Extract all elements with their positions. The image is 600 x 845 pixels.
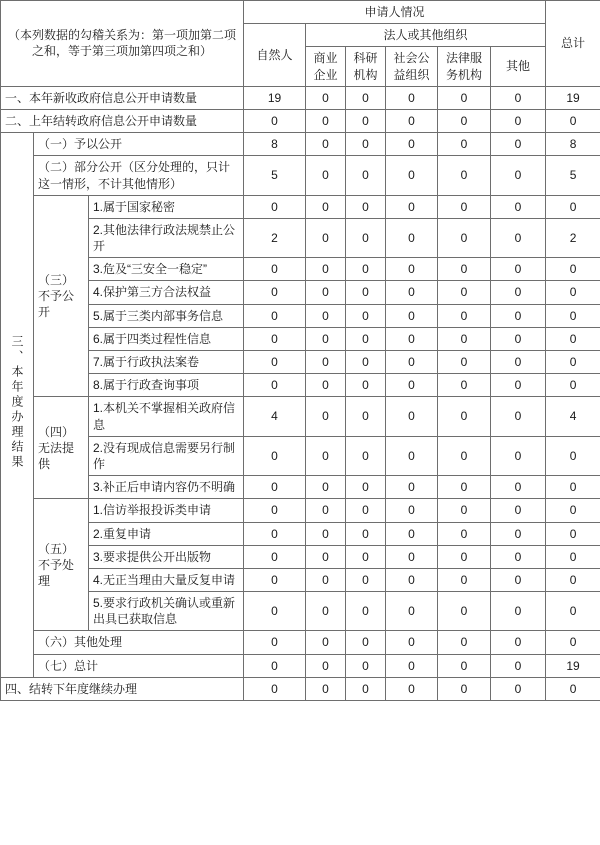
header-social-welfare-org: 社会公益组织	[386, 47, 438, 86]
cell-value: 0	[386, 499, 438, 522]
cell-value: 0	[386, 195, 438, 218]
cell-value: 19	[546, 86, 600, 109]
cell-value: 0	[346, 654, 386, 677]
section-label-year-result-text: 三、本年度办理结果	[10, 334, 24, 470]
cell-value: 0	[346, 397, 386, 436]
cell-value: 0	[346, 374, 386, 397]
cell-value: 0	[491, 545, 546, 568]
cell-value: 0	[306, 397, 346, 436]
cell-value: 0	[546, 499, 600, 522]
cell-value: 0	[491, 281, 546, 304]
cell-value: 0	[386, 654, 438, 677]
cell-value: 0	[438, 218, 491, 257]
total-column-header: 总计	[546, 1, 600, 87]
table-row	[1, 499, 600, 522]
cell-value: 0	[244, 327, 306, 350]
cell-value: 0	[386, 258, 438, 281]
cell-value: 0	[386, 522, 438, 545]
cell-value: 0	[491, 499, 546, 522]
cell-value: 0	[346, 476, 386, 499]
cell-value: 0	[346, 568, 386, 591]
cell-value: 0	[244, 436, 306, 475]
cell-value: 0	[546, 351, 600, 374]
header-business-enterprise: 商业企业	[306, 47, 346, 86]
cell-value: 0	[546, 677, 600, 700]
cell-value: 0	[438, 86, 491, 109]
cell-value: 0	[438, 545, 491, 568]
cell-value: 0	[346, 156, 386, 195]
cell-value: 0	[306, 351, 346, 374]
table-row	[1, 327, 600, 350]
cell-value: 0	[491, 631, 546, 654]
cell-value: 8	[546, 133, 600, 156]
table-row	[1, 351, 600, 374]
cell-value: 0	[346, 109, 386, 132]
cell-value: 0	[244, 592, 306, 631]
cell-value: 0	[546, 258, 600, 281]
cell-value: 0	[306, 436, 346, 475]
table-row	[1, 545, 600, 568]
cell-value: 0	[491, 592, 546, 631]
cell-value: 0	[346, 86, 386, 109]
row-label-law-prohibits: 2.其他法律行政法规禁止公开	[89, 218, 244, 257]
cell-value: 0	[491, 476, 546, 499]
cell-value: 0	[386, 218, 438, 257]
table-row	[1, 522, 600, 545]
row-label-endangers-security: 3.危及“三安全一稳定”	[89, 258, 244, 281]
group-label-not-disclosed: （三）不予公开	[34, 195, 89, 397]
cell-value: 0	[244, 677, 306, 700]
cell-value: 0	[244, 304, 306, 327]
cell-value: 0	[306, 631, 346, 654]
cell-value: 0	[386, 568, 438, 591]
cell-value: 0	[346, 522, 386, 545]
table-row	[1, 592, 600, 631]
table-row	[1, 677, 600, 700]
cell-value: 0	[546, 304, 600, 327]
cell-value: 0	[546, 109, 600, 132]
cell-value: 0	[491, 522, 546, 545]
cell-value: 0	[438, 133, 491, 156]
cell-value: 0	[386, 109, 438, 132]
cell-value: 0	[546, 327, 600, 350]
cell-value: 0	[491, 109, 546, 132]
table-row	[1, 195, 600, 218]
cell-value: 0	[346, 258, 386, 281]
cell-value: 0	[346, 133, 386, 156]
row-label-new-applications: 一、本年新收政府信息公开申请数量	[1, 86, 244, 109]
cell-value: 0	[346, 351, 386, 374]
cell-value: 4	[244, 397, 306, 436]
row-label-third-party-rights: 4.保护第三方合法权益	[89, 281, 244, 304]
table-row	[1, 133, 600, 156]
row-label-petition-complaint: 1.信访举报投诉类申请	[89, 499, 244, 522]
cell-value: 0	[244, 631, 306, 654]
cell-value: 0	[386, 327, 438, 350]
cell-value: 0	[306, 499, 346, 522]
cell-value: 0	[386, 476, 438, 499]
cell-value: 0	[346, 195, 386, 218]
cell-value: 0	[306, 86, 346, 109]
natural-person-header: 自然人	[244, 24, 306, 87]
cell-value: 0	[438, 156, 491, 195]
cell-value: 0	[546, 281, 600, 304]
cell-value: 0	[346, 545, 386, 568]
cell-value: 0	[386, 86, 438, 109]
cell-value: 2	[244, 218, 306, 257]
cell-value: 0	[491, 677, 546, 700]
group-label-cannot-provide: （四）无法提供	[34, 397, 89, 499]
row-label-needs-creation: 2.没有现成信息需要另行制作	[89, 436, 244, 475]
cell-value: 0	[546, 545, 600, 568]
cell-value: 0	[386, 156, 438, 195]
row-label-carried-over-applications: 二、上年结转政府信息公开申请数量	[1, 109, 244, 132]
row-label-subtotal: （七）总计	[34, 654, 244, 677]
cell-value: 0	[546, 374, 600, 397]
cell-value: 0	[244, 195, 306, 218]
cell-value: 0	[306, 258, 346, 281]
row-label-repeated-no-reason: 4.无正当理由大量反复申请	[89, 568, 244, 591]
cell-value: 0	[386, 133, 438, 156]
cell-value: 0	[244, 258, 306, 281]
row-label-other-handling: （六）其他处理	[34, 631, 244, 654]
table-row	[1, 397, 600, 436]
cell-value: 2	[546, 218, 600, 257]
cell-value: 0	[438, 281, 491, 304]
cell-value: 5	[244, 156, 306, 195]
cell-value: 0	[386, 631, 438, 654]
row-label-partially-disclosed: （二）部分公开（区分处理的，只计这一情形，不计其他情形）	[34, 156, 244, 195]
table-row	[1, 568, 600, 591]
cell-value: 0	[491, 327, 546, 350]
cell-value: 0	[546, 436, 600, 475]
cell-value: 0	[491, 568, 546, 591]
cell-value: 0	[346, 592, 386, 631]
cell-value: 0	[438, 304, 491, 327]
cell-value: 0	[438, 499, 491, 522]
cell-value: 0	[438, 568, 491, 591]
table-row	[1, 436, 600, 475]
cell-value: 0	[438, 654, 491, 677]
cell-value: 0	[346, 499, 386, 522]
row-label-reconfirm-issued: 5.要求行政机关确认或重新出具已获取信息	[89, 592, 244, 631]
cell-value: 0	[306, 109, 346, 132]
cell-value: 0	[491, 258, 546, 281]
cell-value: 0	[438, 522, 491, 545]
table-row	[1, 374, 600, 397]
cell-value: 0	[438, 436, 491, 475]
cell-value: 0	[491, 86, 546, 109]
cell-value: 0	[438, 592, 491, 631]
cell-value: 0	[244, 109, 306, 132]
table-row	[1, 281, 600, 304]
table-row	[1, 258, 600, 281]
row-label-carry-to-next-year: 四、结转下年度继续办理	[1, 677, 244, 700]
cell-value: 0	[438, 397, 491, 436]
cell-value: 0	[244, 476, 306, 499]
cell-value: 0	[438, 476, 491, 499]
cell-value: 0	[491, 654, 546, 677]
cell-value: 0	[346, 218, 386, 257]
row-label-still-unclear: 3.补正后申请内容仍不明确	[89, 476, 244, 499]
table-row	[1, 218, 600, 257]
cell-value: 0	[491, 374, 546, 397]
applicant-group-header: 申请人情况	[244, 1, 546, 24]
cell-value: 0	[244, 281, 306, 304]
row-label-process-info: 6.属于四类过程性信息	[89, 327, 244, 350]
cell-value: 0	[306, 374, 346, 397]
cell-value: 0	[386, 281, 438, 304]
cell-value: 0	[244, 654, 306, 677]
cell-value: 0	[386, 397, 438, 436]
row-label-state-secret: 1.属于国家秘密	[89, 195, 244, 218]
row-label-internal-affairs: 5.属于三类内部事务信息	[89, 304, 244, 327]
description-cell: （本列数据的勾稽关系为：第一项加第二项之和，等于第三项加第四项之和）	[1, 1, 244, 87]
cell-value: 0	[244, 545, 306, 568]
table-row	[1, 654, 600, 677]
cell-value: 0	[306, 476, 346, 499]
cell-value: 0	[306, 592, 346, 631]
cell-value: 0	[491, 436, 546, 475]
cell-value: 0	[306, 522, 346, 545]
cell-value: 8	[244, 133, 306, 156]
header-legal-service-org: 法律服务机构	[438, 47, 491, 86]
cell-value: 0	[491, 156, 546, 195]
cell-value: 0	[491, 351, 546, 374]
cell-value: 0	[546, 631, 600, 654]
cell-value: 0	[438, 374, 491, 397]
cell-value: 0	[386, 545, 438, 568]
cell-value: 0	[244, 568, 306, 591]
header-research-institution: 科研机构	[346, 47, 386, 86]
section-label-year-result	[1, 133, 34, 678]
cell-value: 0	[386, 677, 438, 700]
cell-value: 0	[306, 195, 346, 218]
table-row	[1, 109, 600, 132]
table-header-row-1	[1, 1, 600, 24]
cell-value: 0	[386, 374, 438, 397]
cell-value: 0	[306, 568, 346, 591]
cell-value: 0	[491, 397, 546, 436]
cell-value: 0	[546, 195, 600, 218]
row-label-published-materials: 3.要求提供公开出版物	[89, 545, 244, 568]
row-label-admin-query: 8.属于行政查询事项	[89, 374, 244, 397]
cell-value: 0	[346, 677, 386, 700]
cell-value: 0	[244, 522, 306, 545]
cell-value: 0	[346, 281, 386, 304]
row-label-enforcement-files: 7.属于行政执法案卷	[89, 351, 244, 374]
cell-value: 0	[306, 218, 346, 257]
cell-value: 0	[346, 304, 386, 327]
group-label-not-processed: （五）不予处理	[34, 499, 89, 631]
cell-value: 0	[346, 327, 386, 350]
header-other: 其他	[491, 47, 546, 86]
cell-value: 0	[306, 327, 346, 350]
cell-value: 0	[438, 351, 491, 374]
cell-value: 0	[386, 592, 438, 631]
cell-value: 0	[491, 304, 546, 327]
cell-value: 0	[306, 545, 346, 568]
cell-value: 5	[546, 156, 600, 195]
cell-value: 0	[438, 327, 491, 350]
cell-value: 0	[546, 476, 600, 499]
cell-value: 0	[306, 281, 346, 304]
cell-value: 0	[546, 522, 600, 545]
cell-value: 0	[306, 677, 346, 700]
table-row	[1, 86, 600, 109]
cell-value: 0	[491, 195, 546, 218]
cell-value: 0	[306, 304, 346, 327]
cell-value: 0	[386, 436, 438, 475]
cell-value: 0	[244, 499, 306, 522]
table-row	[1, 476, 600, 499]
legal-entity-group-header: 法人或其他组织	[306, 24, 546, 47]
table-row	[1, 304, 600, 327]
row-label-not-in-possession: 1.本机关不掌握相关政府信息	[89, 397, 244, 436]
cell-value: 0	[244, 374, 306, 397]
table-row	[1, 631, 600, 654]
row-label-duplicate-application: 2.重复申请	[89, 522, 244, 545]
cell-value: 0	[546, 568, 600, 591]
cell-value: 0	[438, 631, 491, 654]
cell-value: 0	[386, 304, 438, 327]
table-row	[1, 156, 600, 195]
cell-value: 0	[438, 109, 491, 132]
cell-value: 0	[491, 218, 546, 257]
cell-value: 0	[438, 195, 491, 218]
row-label-disclosed: （一）予以公开	[34, 133, 244, 156]
cell-value: 0	[346, 436, 386, 475]
cell-value: 0	[386, 351, 438, 374]
cell-value: 0	[306, 654, 346, 677]
cell-value: 0	[546, 592, 600, 631]
cell-value: 0	[244, 351, 306, 374]
cell-value: 4	[546, 397, 600, 436]
cell-value: 19	[546, 654, 600, 677]
cell-value: 0	[346, 631, 386, 654]
cell-value: 0	[306, 156, 346, 195]
cell-value: 19	[244, 86, 306, 109]
cell-value: 0	[306, 133, 346, 156]
cell-value: 0	[438, 258, 491, 281]
cell-value: 0	[438, 677, 491, 700]
cell-value: 0	[491, 133, 546, 156]
